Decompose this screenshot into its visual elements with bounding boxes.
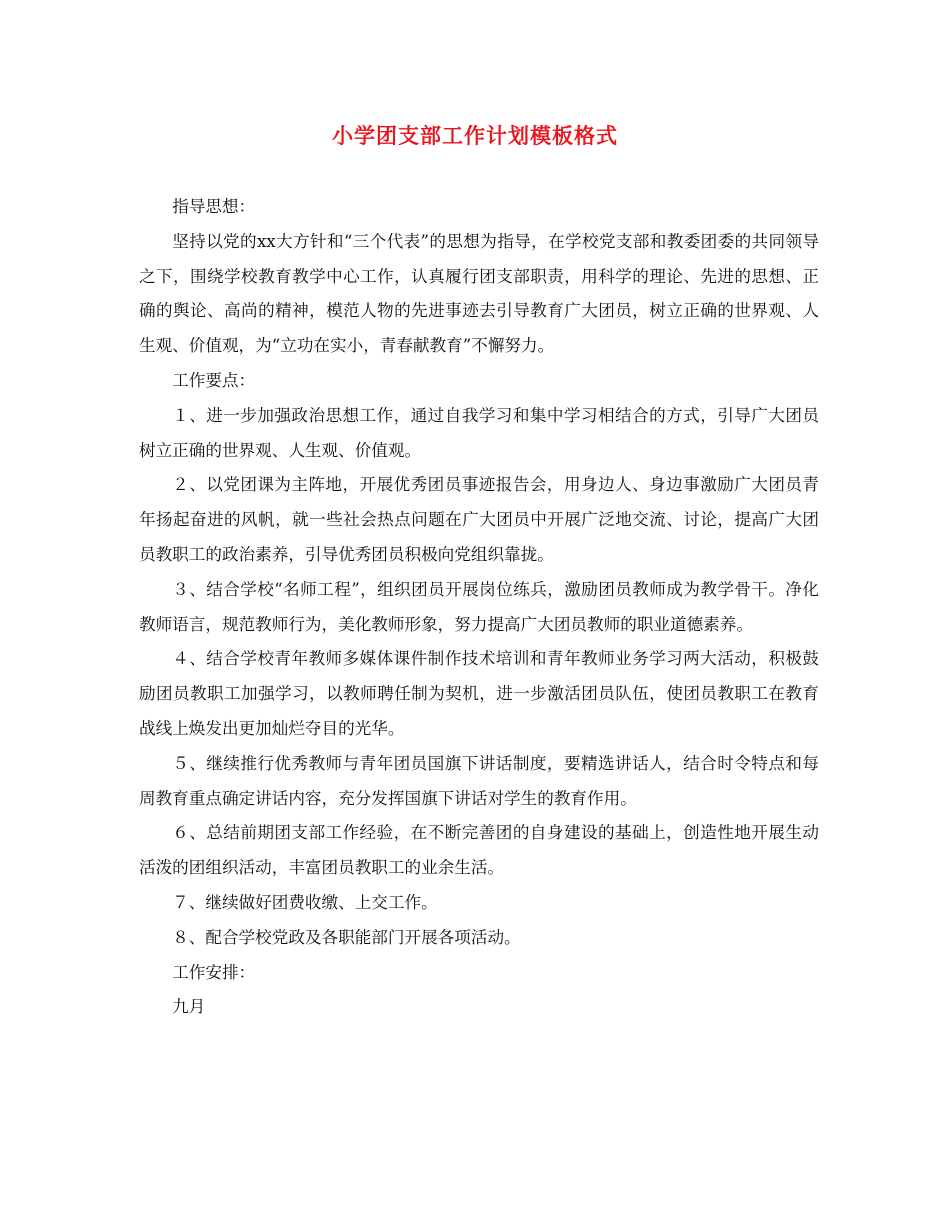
work-point-4: ４、结合学校青年教师多媒体课件制作技术培训和青年教师业务学习两大活动，积极鼓励团员教职工加强学习，以教师聘任制为契机，进一步激活团员队伍，使团员教职工在教育战线上焕发出更加灿烂夺目的光华。 [139, 649, 819, 738]
heading-guiding-ideology: 指导思想： [172, 197, 256, 216]
schedule-month-september: 九月 [172, 997, 206, 1017]
work-point-2: ２、以党团课为主阵地，开展优秀团员事迹报告会，用身边人、身边事激励广大团员青年扬起奋进的风帆，就一些社会热点问题在广大团员中开展广泛地交流、讨论，提高广大团员教职工的政治素养，引导优秀团员积极向党组织靠拢。 [139, 475, 819, 564]
document-body [139, 190, 819, 1025]
heading-work-schedule: 工作安排： [172, 962, 256, 982]
work-point-8: ８、配合学校党政及各职能部门开展各项活动。 [172, 927, 521, 947]
heading-work-points: 工作要点： [172, 370, 256, 390]
work-point-6: ６、总结前期团支部工作经验，在不断完善团的自身建设的基础上，创造性地开展生动活泼的团组织活动，丰富团员教职工的业余生活。 [139, 823, 819, 878]
paragraph-guiding-ideology: 坚持以党的xx大方针和“三个代表”的思想为指导，在学校党支部和教委团委的共同领导之下，围绕学校教育教学中心工作，认真履行团支部职责，用科学的理论、先进的思想、正确的舆论、高尚的精神，模范人物的先进事迹去引导教育广大团员，树立正确的世界观、人生观、价值观，为“立功在实小，青春献教育”不懈努力。 [139, 231, 819, 356]
work-point-7: ７、继续做好团费收缴、上交工作。 [172, 892, 438, 912]
work-point-5: ５、继续推行优秀教师与青年团员国旗下讲话制度，要精选讲话人，结合时令特点和每周教育重点确定讲话内容，充分发挥国旗下讲话对学生的教育作用。 [139, 753, 819, 808]
document-title: 小学团支部工作计划模板格式 [332, 123, 618, 148]
work-point-3: ３、结合学校“名师工程”，组织团员开展岗位练兵，激励团员教师成为教学骨干。净化教师语言，规范教师行为，美化教师形象，努力提高广大团员教师的职业道德素养。 [139, 579, 819, 634]
work-point-1: １、进一步加强政治思想工作，通过自我学习和集中学习相结合的方式，引导广大团员树立正确的世界观、人生观、价值观。 [139, 405, 819, 460]
